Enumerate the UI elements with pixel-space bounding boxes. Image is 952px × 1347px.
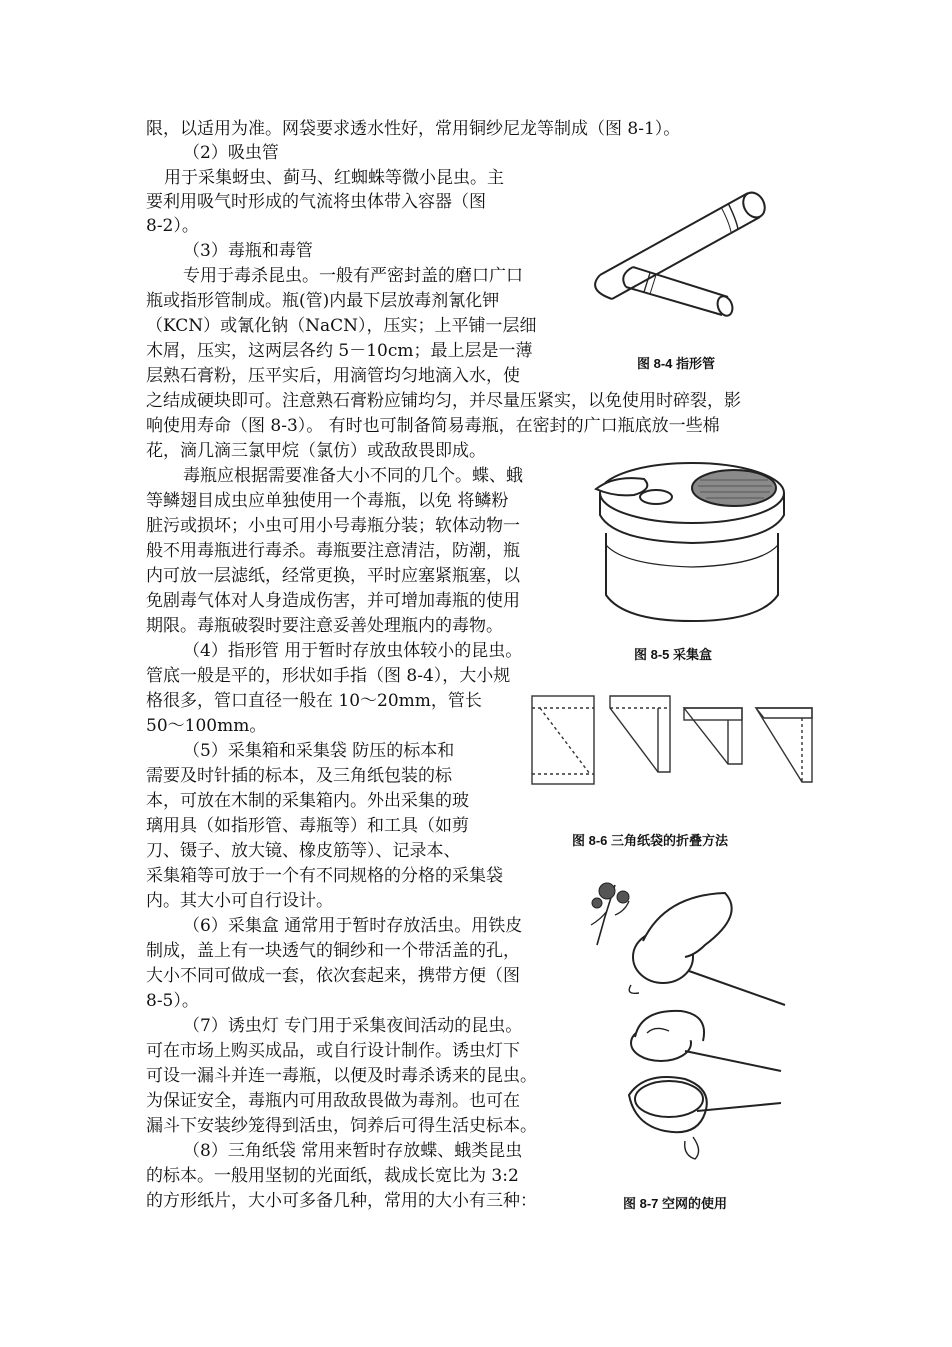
text-line: 本，可放在木制的采集箱内。外出采集的玻 [146, 791, 469, 811]
text-line: 漏斗下安装纱笼得到活虫，饲养后可得生活史标本。 [146, 1116, 537, 1136]
text-line: 的方形纸片，大小可多备几种，常用的大小有三种： [146, 1191, 537, 1211]
text-line: 可在市场上购买成品，或自行设计制作。诱虫灯下 [146, 1041, 520, 1061]
collecting-box-drawing [584, 455, 796, 625]
text-line: 木屑，压实，这两层各约 5－10cm；最上层是一薄 [146, 341, 533, 361]
text-line: 脏污或损坏；小虫可用小号毒瓶分装；软体动物一 [146, 516, 520, 536]
text-line: 50～100mm。 [146, 716, 267, 736]
section-heading: （8）三角纸袋 常用来暂时存放蝶、蛾类昆虫 [183, 1141, 523, 1161]
figure-caption: 图 8-7 空网的使用 [623, 1196, 728, 1211]
section-heading: （4）指形管 用于暂时存放虫体较小的昆虫。 [183, 641, 523, 661]
text-line: 响使用寿命（图 8-3）。 有时也可制备简易毒瓶，在密封的广口瓶底放一些棉 [146, 416, 720, 436]
text-line: 璃用具（如指形管、毒瓶等）和工具（如剪 [146, 816, 469, 836]
text-line: 8-5）。 [146, 991, 199, 1011]
section-heading: （3）毒瓶和毒管 [183, 241, 313, 261]
text-line: 8-2）。 [146, 216, 199, 236]
text-line: 免剧毒气体对人身造成伤害，并可增加毒瓶的使用 [146, 591, 520, 611]
section-heading: （7）诱虫灯 专门用于采集夜间活动的昆虫。 [183, 1016, 523, 1036]
figure-caption: 图 8-5 采集盒 [634, 647, 713, 662]
text-line: 限，以适用为准。网袋要求透水性好，常用铜纱尼龙等制成（图 8-1）。 [146, 119, 681, 139]
text-line: 期限。毒瓶破裂时要注意妥善处理瓶内的毒物。 [146, 616, 503, 636]
text-line: 内。其大小可自行设计。 [146, 891, 333, 911]
text-line: 等鳞翅目成虫应单独使用一个毒瓶，以免 将鳞粉 [146, 491, 509, 511]
text-line: 之结成硬块即可。注意熟石膏粉应铺均匀，并尽量压紧实，以免使用时碎裂，影 [146, 391, 741, 411]
text-line: 管底一般是平的，形状如手指（图 8-4），大小规 [146, 666, 511, 686]
figure-caption: 图 8-4 指形管 [637, 356, 716, 371]
text-line: 瓶或指形管制成。瓶(管)内最下层放毒剂氰化钾 [146, 291, 500, 311]
section-heading: （2）吸虫管 [183, 143, 279, 163]
text-line: 内可放一层滤纸，经常更换，平时应塞紧瓶塞，以 [146, 566, 520, 586]
text-line: 需要及时针插的标本，及三角纸包装的标 [146, 766, 452, 786]
text-line: 毒瓶应根据需要准备大小不同的几个。蝶、蛾 [183, 466, 523, 486]
text-line: 大小不同可做成一套，依次套起来，携带方便（图 [146, 966, 520, 986]
text-line: 采集箱等可放于一个有不同规格的分格的采集袋 [146, 866, 503, 886]
net-usage-drawing [585, 875, 790, 1165]
figure-caption: 图 8-6 三角纸袋的折叠方法 [572, 833, 729, 848]
vial-drawing [578, 175, 788, 320]
text-line: 般不用毒瓶进行毒杀。毒瓶要注意清洁，防潮，瓶 [146, 541, 520, 561]
section-heading: （6）采集盒 通常用于暂时存放活虫。用铁皮 [183, 916, 523, 936]
text-line: 层熟石膏粉，压平实后，用滴管均匀地滴入水，使 [146, 366, 520, 386]
text-line: （KCN）或氰化钠（NaCN），压实；上平铺一层细 [146, 316, 537, 336]
section-heading: （5）采集箱和采集袋 防压的标本和 [183, 741, 455, 761]
text-line: 花，滴几滴三氯甲烷（氯仿）或敌敌畏即成。 [146, 441, 486, 461]
text-line: 的标本。一般用坚韧的光面纸，裁成长宽比为 3:2 [146, 1166, 519, 1186]
text-line: 用于采集蚜虫、蓟马、红蜘蛛等微小昆虫。主 [164, 168, 504, 188]
text-line: 制成，盖上有一块透气的铜纱和一个带活盖的孔， [146, 941, 520, 961]
text-line: 为保证安全，毒瓶内可用敌敌畏做为毒剂。也可在 [146, 1091, 520, 1111]
text-line: 格很多，管口直径一般在 10～20mm，管长 [146, 691, 482, 711]
text-line: 要利用吸气时形成的气流将虫体带入容器（图 [146, 192, 486, 212]
text-line: 可设一漏斗并连一毒瓶，以便及时毒杀诱来的昆虫。 [146, 1066, 537, 1086]
triangle-envelope-folding-drawing [528, 690, 838, 790]
text-line: 刀、镊子、放大镜、橡皮筋等）、记录本、 [146, 841, 461, 861]
text-line: 专用于毒杀昆虫。一般有严密封盖的磨口广口 [183, 266, 523, 286]
